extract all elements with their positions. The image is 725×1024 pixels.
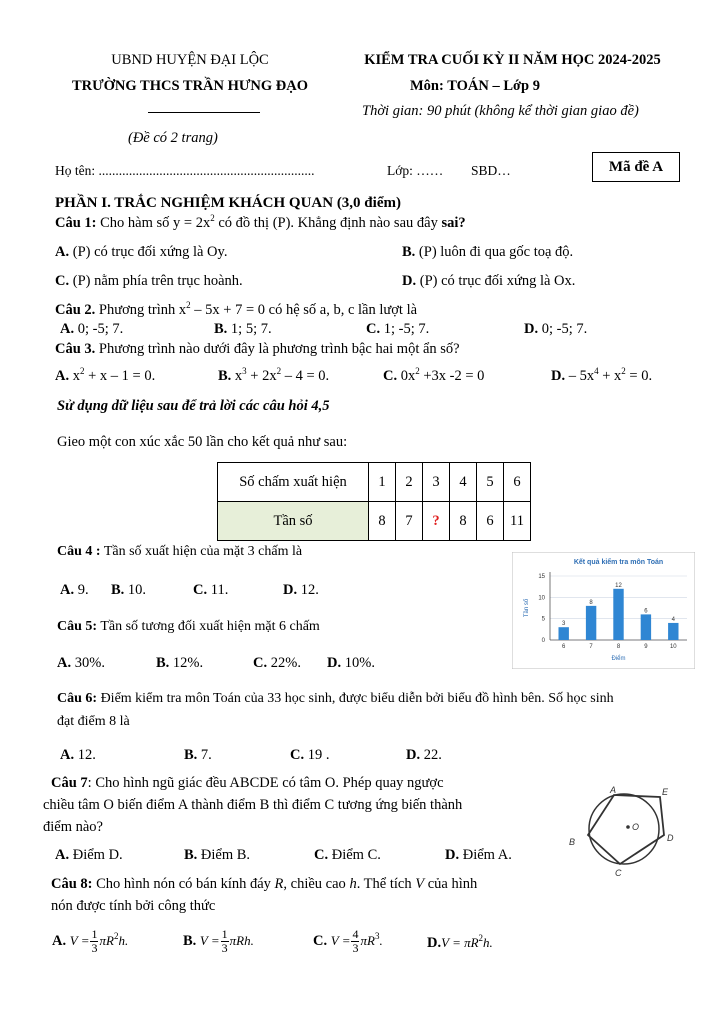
chart-border — [512, 552, 695, 669]
y-tick-label: 10 — [538, 595, 545, 602]
q8-option-d: $D.V = \pi R^2h$. — [427, 933, 493, 951]
table-cell-unknown: ? — [423, 502, 450, 541]
x-axis-label: Điểm — [611, 656, 626, 662]
label-e: E — [662, 787, 669, 797]
exam-title: KIỂM TRA CUỐI KỲ II NĂM HỌC 2024-2025 — [364, 52, 661, 68]
q7-option-a: A. Điểm D. — [55, 847, 123, 863]
q8-option-b: B. V = $\frac{1}{3}$ πRh. — [183, 927, 254, 955]
exam-code-box: Mã đề A — [592, 152, 680, 182]
x-tick-label: 10 — [669, 644, 677, 650]
center-point — [626, 825, 630, 829]
school-name: TRƯỜNG THCS TRẦN HƯNG ĐẠO — [71, 78, 309, 94]
table-row — [218, 502, 531, 541]
y-tick-label: 5 — [541, 616, 545, 623]
question-7: Câu 7: Cho hình ngũ giác đều ABCDE có tâm O. Phép quay ngược — [51, 775, 444, 791]
q7-option-d: D. Điểm A. — [445, 847, 512, 863]
q3-option-c: C. $0x^2 +3x$ -2 = 0 — [383, 366, 485, 384]
q1-option-b: B. (P) luôn đi qua gốc toạ độ. — [402, 244, 574, 260]
q6-option-c: C. 19 . — [290, 747, 330, 763]
q2-option-d: D. 0; -5; 7. — [524, 321, 588, 337]
subject-line: Môn: TOÁN – Lớp 9 — [410, 78, 540, 94]
data-label: 3 — [562, 621, 566, 628]
label-o: O — [632, 822, 640, 832]
chart-title: Kết quả kiểm tra môn Toán — [573, 559, 664, 566]
q2-option-b: B. 1; 5; 7. — [214, 321, 272, 337]
bar — [641, 614, 651, 640]
question-2: Câu 2. Phương trình $x^2 - 5x + 7 = 0$ có hệ số a, b, c lần lượt là — [55, 300, 418, 318]
q4-option-c: C. 11. — [193, 582, 229, 598]
q8-option-c: C. V = $\frac{4}{3}$ $\pi R^3$. — [313, 927, 383, 955]
q5-option-a: A. 30%. — [57, 655, 105, 671]
q4-option-d: D. 12. — [283, 582, 319, 598]
data-label: 6 — [644, 608, 648, 615]
table-cell: 4 — [450, 463, 477, 502]
x-tick-label: 6 — [562, 644, 566, 650]
label-d: D — [667, 833, 674, 843]
table-cell: 7 — [396, 502, 423, 541]
question-5: Câu 5: Tần số tương đối xuất hiện mặt 6 chấm — [57, 619, 320, 634]
y-axis-label: Tần số — [524, 598, 530, 618]
data-label: 12 — [615, 582, 622, 589]
frequency-table — [217, 462, 531, 541]
y-tick-label: 0 — [541, 638, 545, 644]
bar — [558, 627, 568, 640]
student-name-field: Họ tên: ................................................................ — [55, 163, 315, 178]
q4-option-a: A. 9. — [60, 582, 89, 598]
table-header-counts: Tần số — [218, 502, 369, 541]
question-8-line2: nón được tính bởi công thức — [51, 898, 216, 914]
table-cell: 6 — [477, 502, 504, 541]
bar — [613, 589, 623, 640]
question-1: Câu 1: Cho hàm số $y = 2x^2$ có đồ thị (P). Khẳng định nào sau đây sai? — [55, 213, 466, 231]
q2-option-a: A. 0; -5; 7. — [60, 321, 124, 337]
dice-intro: Gieo một con xúc xắc 50 lần cho kết quả như sau: — [57, 434, 348, 450]
q3-option-b: B. $x^3 + 2x^2 - 4 = 0$. — [218, 366, 330, 384]
label-a: A — [610, 785, 617, 795]
question-8: Câu 8: Cho hình nón có bán kính đáy R, chiều cao h. Thể tích V của hình — [51, 876, 478, 892]
q1-option-a: A. (P) có trục đối xứng là Oy. — [55, 244, 228, 260]
question-6: Câu 6: Điểm kiểm tra môn Toán của 33 học sinh, được biểu diễn bởi biểu đồ hình bên. Số học sinh — [57, 691, 614, 706]
table-cell: 3 — [423, 463, 450, 502]
q1-option-d: D. (P) có trục đối xứng là Ox. — [402, 273, 576, 289]
q3-option-d: D. – $5x^4 + x^2 = 0$. — [551, 366, 653, 384]
table-cell: 8 — [369, 502, 396, 541]
table-cell: 5 — [477, 463, 504, 502]
q8-option-a: A. V = $\frac{1}{3}$ $\pi R^2h$. — [52, 927, 129, 955]
question-7-line3: điểm nào? — [43, 819, 103, 835]
table-header-faces: Số chấm xuất hiện — [218, 463, 369, 502]
time-note: Thời gian: 90 phút (không kể thời gian giao đề) — [362, 103, 639, 119]
class-field: Lớp: …… — [387, 163, 444, 178]
question-6-cont: đạt điểm 8 là — [57, 714, 130, 729]
school-district: UBND HUYỆN ĐẠI LỘC — [111, 52, 269, 68]
data-instruction: Sử dụng dữ liệu sau để trả lời các câu hỏi 4,5 — [57, 398, 330, 414]
x-tick-label: 8 — [616, 644, 621, 650]
x-tick-label: 9 — [644, 644, 648, 650]
table-cell: 6 — [504, 463, 531, 502]
bar — [668, 623, 678, 640]
q5-option-d: D. 10%. — [327, 655, 375, 671]
q6-option-a: A. 12. — [60, 747, 96, 763]
q5-option-c: C. 22%. — [253, 655, 301, 671]
q3-option-a: A. $x^2 + x - 1 = 0$. — [55, 366, 156, 384]
bar-chart — [512, 552, 695, 669]
section-title: PHẦN I. TRẮC NGHIỆM KHÁCH QUAN (3,0 điểm) — [55, 195, 401, 211]
data-label: 8 — [589, 599, 593, 606]
pentagon-figure — [566, 785, 678, 880]
question-4: Câu 4 : Tần số xuất hiện của mặt 3 chấm là — [57, 544, 303, 559]
question-7-line2: chiều tâm O biến điểm A thành điểm B thì điểm C tương ứng biến thành — [43, 797, 463, 813]
table-cell: 1 — [369, 463, 396, 502]
table-row — [218, 463, 531, 502]
header-divider — [148, 112, 260, 113]
q2-option-c: C. 1; -5; 7. — [366, 321, 430, 337]
bar — [586, 606, 596, 640]
table-cell: 8 — [450, 502, 477, 541]
table-cell: 11 — [504, 502, 531, 541]
page-count-note: (Đề có 2 trang) — [128, 130, 218, 146]
x-tick-label: 7 — [589, 644, 593, 650]
question-3: Câu 3. Phương trình nào dưới đây là phương trình bậc hai một ẩn số? — [55, 341, 460, 357]
q6-option-b: B. 7. — [184, 747, 212, 763]
q6-option-d: D. 22. — [406, 747, 442, 763]
data-label: 4 — [671, 616, 675, 623]
y-tick-label: 15 — [538, 574, 545, 580]
q4-option-b: B. 10. — [111, 582, 147, 598]
table-cell: 2 — [396, 463, 423, 502]
q1-option-c: C. (P) nằm phía trên trục hoành. — [55, 273, 243, 289]
q7-option-c: C. Điểm C. — [314, 847, 381, 863]
circumcircle — [589, 794, 659, 864]
q5-option-b: B. 12%. — [156, 655, 204, 671]
sbd-field: SBD… — [471, 163, 511, 178]
q7-option-b: B. Điểm B. — [184, 847, 251, 863]
label-b: B — [569, 837, 576, 847]
label-c: C — [615, 868, 622, 878]
